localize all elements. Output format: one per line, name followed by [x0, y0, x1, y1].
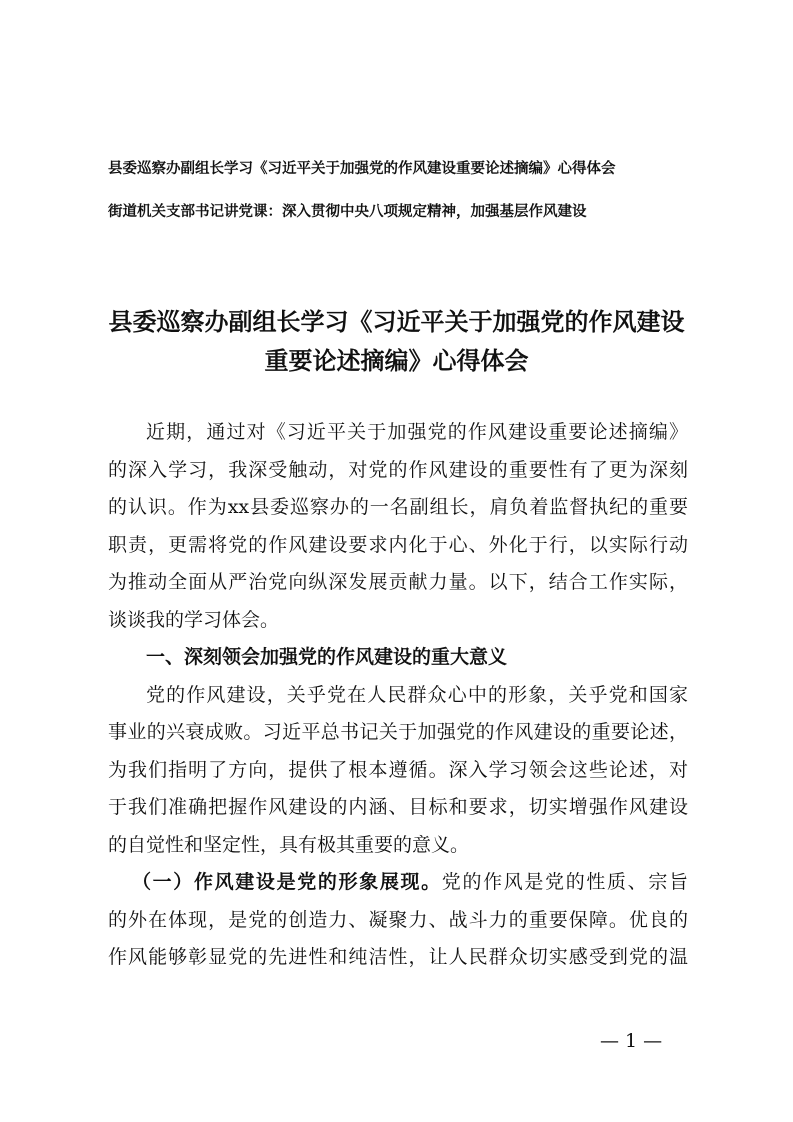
text-line: 于我们准确把握作风建设的内涵、目标和要求，切实增强作风建设 [108, 796, 688, 818]
text-line: 近期，通过对《习近平关于加强党的作风建设重要论述摘编》 [146, 421, 688, 443]
text-line: 党的作风建设，关乎党在人民群众心中的形象，关乎党和国家 [146, 683, 688, 706]
document-title-line-1: 县委巡察办副组长学习《习近平关于加强党的作风建设 [108, 308, 685, 336]
subsection-lead: （一）作风建设是党的形象展现。 [132, 871, 442, 893]
document-title-line-2: 重要论述摘编》心得体会 [264, 347, 529, 375]
text-line: 的深入学习，我深受触动，对党的作风建设的重要性有了更为深刻 [108, 458, 688, 481]
text-line: 为推动全面从严治党向纵深发展贡献力量。以下，结合工作实际， [108, 571, 688, 593]
paragraph-intro [108, 414, 688, 977]
text-line: 事业的兴衰成败。习近平总书记关于加强党的作风建设的重要论述， [108, 721, 688, 743]
text-span: 党的作风是党的性质、宗旨 [441, 871, 688, 893]
page-number: — 1 — [600, 1030, 663, 1052]
text-line: 的外在体现，是党的创造力、凝聚力、战斗力的重要保障。优良的 [108, 908, 688, 931]
text-line [108, 864, 688, 902]
text-line: 的认识。作为xx县委巡察办的一名副组长，肩负着监督执纪的重要 [108, 496, 688, 518]
related-article-link-1[interactable]: 县委巡察办副组长学习《习近平关于加强党的作风建设重要论述摘编》心得体会 [108, 161, 616, 177]
text-line: 职责，更需将党的作风建设要求内化于心、外化于行，以实际行动 [108, 533, 688, 556]
text-line: 为我们指明了方向，提供了根本遵循。深入学习领会这些论述，对 [108, 758, 688, 781]
text-line: 的自觉性和坚定性，具有极其重要的意义。 [108, 833, 470, 856]
section-heading: 一、深刻领会加强党的作风建设的重大意义 [146, 646, 508, 668]
text-line: 作风能够彰显党的先进性和纯洁性，让人民群众切实感受到党的温 [108, 946, 688, 968]
text-line: 谈谈我的学习体会。 [108, 608, 280, 631]
related-article-link-2[interactable]: 街道机关支部书记讲党课：深入贯彻中央八项规定精神，加强基层作风建设 [108, 204, 587, 220]
